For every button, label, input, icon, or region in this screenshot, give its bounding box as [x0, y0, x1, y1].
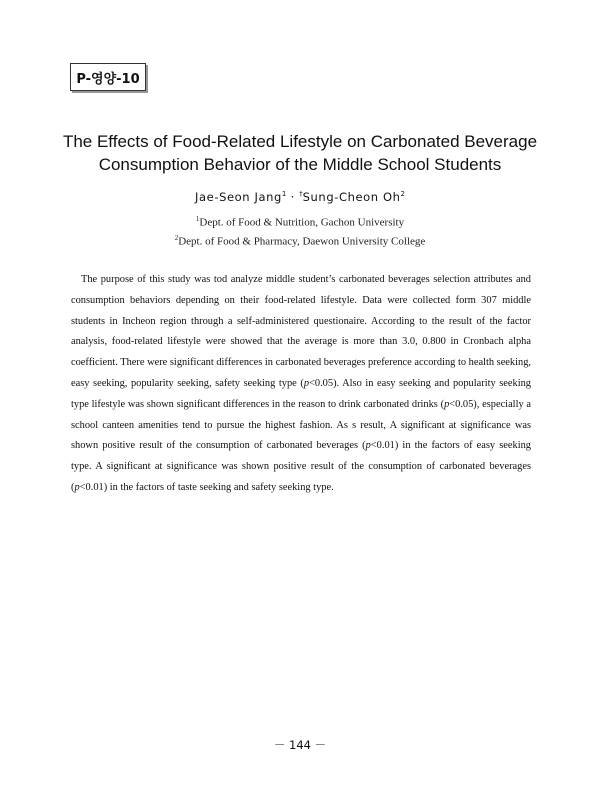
session-code: P-영양-10 [76, 71, 140, 87]
abstract-body [71, 270, 531, 499]
author-separator: · [286, 190, 300, 204]
p-value-symbol: p [444, 398, 450, 410]
abstract-text-3: <0.05), especially a school canteen amenities tend to pursue the highest fashion. As s result, A significant at significance was shown positive result of the consumption of carbonated beverages ( [71, 398, 532, 452]
affiliation-1-text: Dept. of Food & Nutrition, Gachon University [199, 216, 405, 229]
corresponding-mark: † [299, 190, 303, 199]
author-1-sup: 1 [281, 190, 287, 199]
abstract-text-5: <0.01) in the factors of taste seeking and safety seeking type. [79, 481, 334, 493]
page-number: － 144 － [273, 738, 327, 752]
paper-title [40, 130, 560, 176]
affiliations [0, 212, 600, 249]
affiliation-1 [0, 212, 600, 231]
author-1: Jae-Seon Jang [195, 190, 282, 204]
affiliation-1-sup: 1 [195, 215, 200, 223]
affiliation-2-text: Dept. of Food & Pharmacy, Daewon University College [178, 235, 426, 248]
author-2: Sung-Cheon Oh [302, 190, 401, 204]
p-value-symbol: p [303, 377, 310, 389]
p-value-symbol: p [74, 481, 80, 493]
p-value-symbol: p [365, 440, 371, 452]
abstract-text-2: <0.05). Also in easy seeking and popularity seeking type lifestyle was shown significant differences in the reason to drink carbonated drinks ( [71, 377, 531, 410]
abstract-text-1: The purpose of this study was tod analyze middle student’s carbonated beverages selection attributes and consumption behaviors depending on their food-related lifestyle. Data were collected form 307 middle students in Incheon region through a self-administered questionaire. According to the result of the factor analysis, food-related lifestyle were showed that the average is more than 3.0, 0.800 in Cronbach alpha coefficient. There were significant differences in carbonated beverages preference according to health seeking, easy seeking, popularity seeking, safety seeking type ( [71, 274, 531, 389]
title-line-1: The Effects of Food-Related Lifestyle on Carbonated Beverage [62, 132, 538, 151]
abstract-text-4: <0.01) in the factors of easy seeking type. A significant at significance was shown positive result of the consumption of carbonated beverages ( [71, 440, 532, 493]
author-line [0, 190, 600, 204]
session-code-box [70, 63, 146, 91]
author-2-sup: 2 [400, 190, 405, 199]
title-line-2: Consumption Behavior of the Middle School Students [98, 155, 502, 174]
affiliation-2-sup: 2 [174, 233, 179, 242]
affiliation-2 [0, 231, 600, 250]
